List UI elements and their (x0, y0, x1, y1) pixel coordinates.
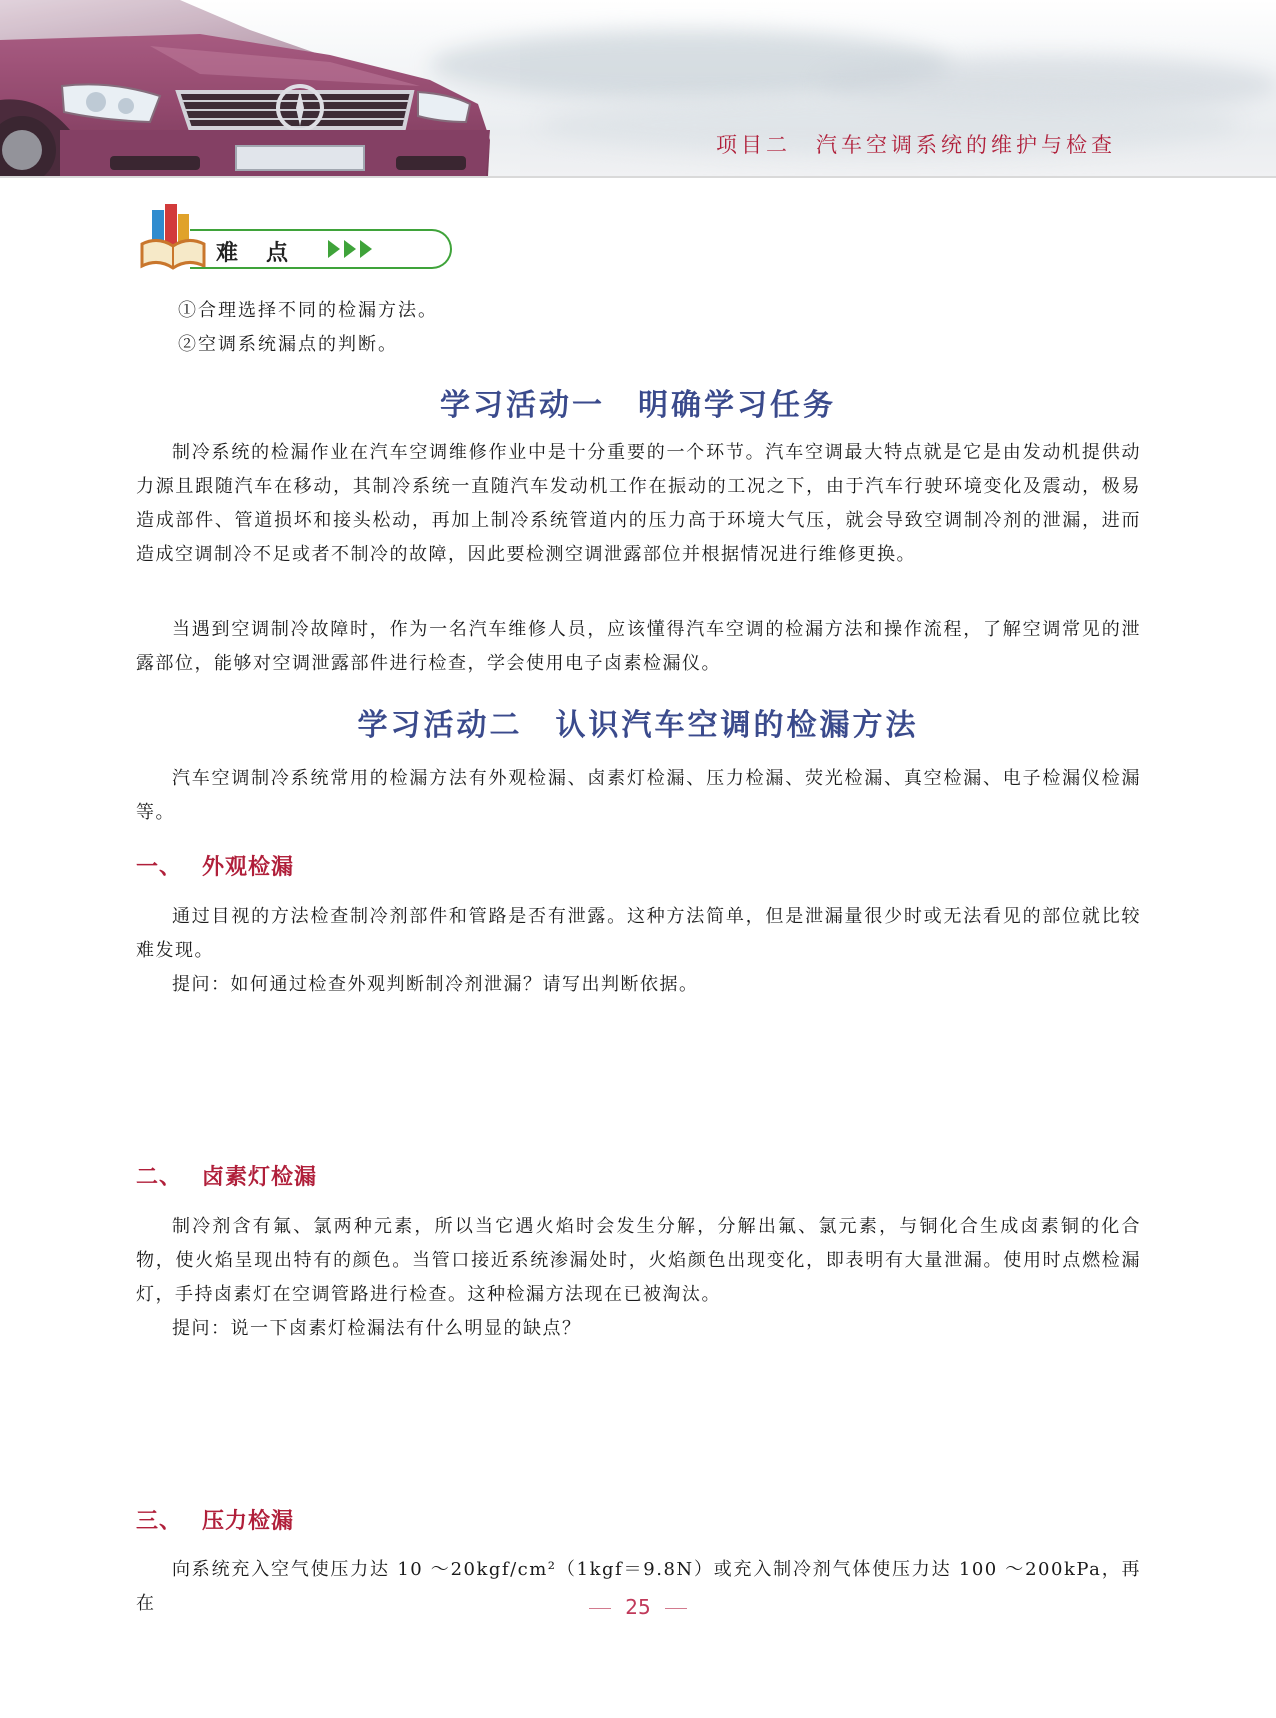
page-number (0, 1595, 1276, 1619)
section-title: 外观检漏 (202, 855, 295, 880)
difficulty-label: 难点 (216, 241, 317, 266)
activity-one-title: 学习活动一 明确学习任务 (440, 388, 836, 423)
activity-one-paragraph: 制冷系统的检漏作业在汽车空调维修作业中是十分重要的一个环节。汽车空调最大特点就是它是由发动机提供动力源且跟随汽车在移动，其制冷系统一直随汽车发动机工作在振动的工况之下，由于汽车行驶环境变化及震动，极易造成部件、管道损坏和接头松动，再加上制冷系统管道内的压力高于环境大气压，就会导致空调制冷剂的泄漏，进而造成空调制冷不足或者不制冷的故障，因此要检测空调泄露部位并根据情况进行维修更换。 (136, 442, 1141, 565)
page-dash (589, 1608, 611, 1609)
activity-one-paragraph: 当遇到空调制冷故障时，作为一名汽车维修人员，应该懂得汽车空调的检漏方法和操作流程，了解空调常见的泄露部位，能够对空调泄露部件进行检查，学会使用电子卤素检漏仪。 (136, 619, 1141, 674)
section-question: 提问：说一下卤素灯检漏法有什么明显的缺点？ (172, 1318, 582, 1339)
section-body: 制冷剂含有氟、氯两种元素，所以当它遇火焰时会发生分解，分解出氟、氯元素，与铜化合生成卤素铜的化合物，使火焰呈现出特有的颜色。当管口接近系统渗漏处时，火焰颜色出现变化，即表明有大量泄漏。使用时点燃检漏灯，手持卤素灯在空调管路进行检查。这种检漏方法现在已被淘汰。 (136, 1216, 1141, 1305)
section-number: 二、 (136, 1165, 183, 1190)
section-title: 压力检漏 (202, 1509, 295, 1534)
section-question: 提问：如何通过检查外观判断制冷剂泄漏？请写出判断依据。 (172, 974, 699, 995)
section-heading (136, 850, 294, 881)
activity-two-intro: 汽车空调制冷系统常用的检漏方法有外观检漏、卤素灯检漏、压力检漏、荧光检漏、真空检漏、电子检漏仪检漏等。 (136, 768, 1141, 823)
car-illustration (0, 0, 520, 176)
difficulty-item: ②空调系统漏点的判断。 (178, 334, 398, 355)
page-dash (665, 1608, 687, 1609)
section-body: 通过目视的方法检查制冷剂部件和管路是否有泄露。这种方法简单，但是泄漏量很少时或无法看见的部位就比较难发现。 (136, 906, 1141, 961)
section-number: 三、 (136, 1509, 183, 1534)
header-banner (0, 0, 1276, 176)
triple-arrow-icon (326, 238, 376, 260)
section-title: 卤素灯检漏 (202, 1165, 318, 1190)
header-divider (0, 176, 1276, 178)
section-heading (136, 1504, 294, 1535)
section-heading (136, 1160, 317, 1191)
section-number: 一、 (136, 855, 183, 880)
activity-two-title: 学习活动二 认识汽车空调的检漏方法 (357, 708, 919, 743)
section-body: 向系统充入空气使压力达 10 ～20kgf/cm²（1kgf＝9.8N）或充入制冷剂气体使压力达 100 ～200kPa，再在 (136, 1559, 1141, 1614)
difficulty-item: ①合理选择不同的检漏方法。 (178, 300, 438, 321)
page-number-value: 25 (625, 1595, 651, 1619)
chapter-title: 项目二 汽车空调系统的维护与检查 (716, 133, 1116, 157)
